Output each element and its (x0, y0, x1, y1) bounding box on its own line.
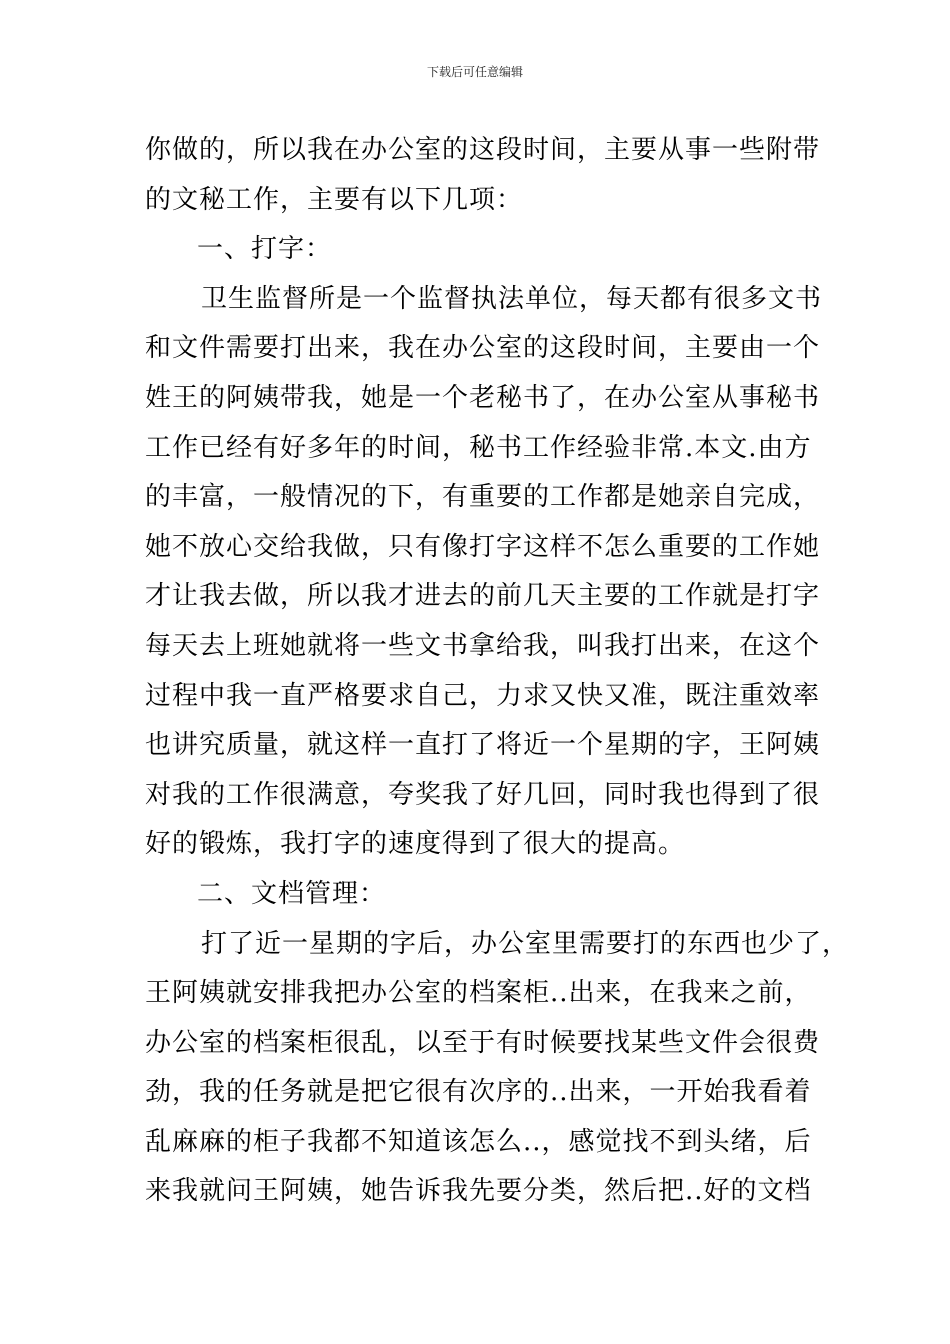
text-line: 也讲究质量，就这样一直打了将近一个星期的字，王阿姨 (145, 730, 821, 761)
text-line: 工作已经有好多年的时间，秘书工作经验非常.本文.由方 (145, 432, 812, 463)
section-heading-typing: 一、打字： (197, 234, 333, 265)
text-line: 对我的工作很满意，夸奖我了好几回，同时我也得到了很 (145, 779, 821, 810)
text-line: 卫生监督所是一个监督执法单位，每天都有很多文书 (201, 283, 823, 314)
text-line: 的文秘工作，主要有以下几项： (145, 184, 524, 215)
text-line: 你做的，所以我在办公室的这段时间，主要从事一些附带 (145, 135, 821, 165)
text-line: 好的锻炼，我打字的速度得到了很大的提高。 (145, 829, 686, 860)
text-line: 才让我去做，所以我才进去的前几天主要的工作就是打字 (145, 581, 821, 612)
section-heading-document-management: 二、文档管理： (197, 878, 387, 909)
text-line: 来我就问王阿姨，她告诉我先要分类，然后把..好的文档 (145, 1176, 812, 1207)
text-line: 的丰富，一般情况的下，有重要的工作都是她亲自完成， (145, 482, 821, 513)
text-line: 打了近一星期的字后，办公室里需要打的东西也少了， (201, 928, 850, 959)
text-line: 和文件需要打出来，我在办公室的这段时间，主要由一个 (145, 333, 821, 364)
text-line: 乱麻麻的柜子我都不知道该怎么..，感觉找不到头绪，后 (145, 1126, 812, 1157)
document-body (145, 126, 850, 1217)
text-line: 王阿姨就安排我把办公室的档案柜..出来，在我来之前， (145, 978, 812, 1009)
text-line: 劲，我的任务就是把它很有次序的..出来，一开始我看着 (145, 1077, 812, 1108)
text-line: 办公室的档案柜很乱，以至于有时候要找某些文件会很费 (145, 1027, 821, 1058)
text-line: 每天去上班她就将一些文书拿给我，叫我打出来，在这个 (145, 630, 821, 661)
text-line: 过程中我一直严格要求自己，力求又快又准，既注重效率 (145, 680, 821, 711)
text-line: 姓王的阿姨带我，她是一个老秘书了，在办公室从事秘书 (145, 382, 821, 413)
page-header-note: 下载后可任意编辑 (426, 65, 523, 79)
text-line: 她不放心交给我做，只有像打字这样不怎么重要的工作她 (145, 531, 821, 562)
